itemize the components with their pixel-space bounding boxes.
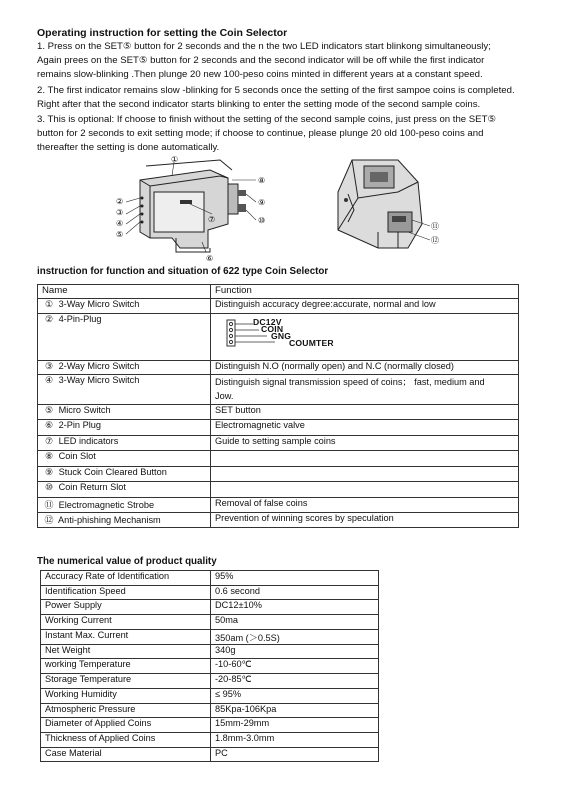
header-function: Function — [211, 285, 519, 299]
item-function — [211, 451, 519, 467]
instruction-step-1 — [37, 40, 537, 82]
function-section-title: instruction for function and situation of 622 type Coin Selector — [37, 266, 329, 277]
item-number: ⑥ — [44, 420, 54, 430]
quality-value: 85Kpa-106Kpa — [211, 703, 379, 718]
table-row — [38, 482, 519, 498]
quality-name: Instant Max. Current — [41, 629, 211, 644]
instruction-line: Again prees on the SET⑤ button for 2 seconds and the second indicator will be off while the first indicator — [37, 55, 485, 66]
callout-6: ⑥ — [206, 254, 214, 262]
quality-name: Identification Speed — [41, 585, 211, 600]
item-function: Guide to setting sample coins — [211, 436, 519, 451]
quality-value: ≤ 95% — [211, 688, 379, 703]
quality-name: Diameter of Applied Coins — [41, 718, 211, 733]
table-header-row — [38, 285, 519, 299]
item-number: ③ — [44, 361, 54, 371]
quality-value: PC — [211, 747, 379, 762]
callout-5: ⑤ — [116, 230, 124, 239]
quality-row — [41, 615, 379, 630]
item-function: Distinguish N.O (normally open) and N.C (normally closed) — [211, 361, 519, 375]
quality-name: Net Weight — [41, 644, 211, 659]
item-number: ⑨ — [44, 467, 54, 477]
item-name: 3-Way Micro Switch — [58, 375, 140, 385]
item-function: Prevention of winning scores by speculation — [211, 513, 519, 528]
item-number: ① — [44, 299, 54, 309]
callout-11: ⑪ — [431, 222, 439, 231]
callout-3: ③ — [116, 208, 124, 217]
item-number: ⑦ — [44, 436, 54, 446]
table-row — [38, 498, 519, 513]
pin-label-dc12v: DC12V — [253, 317, 282, 327]
item-name: Electromagnetic Strobe — [58, 500, 155, 510]
quality-row — [41, 674, 379, 689]
item-name: Anti-phishing Mechanism — [58, 515, 161, 525]
coin-selector-rear-drawing — [318, 152, 458, 262]
instruction-line: remains slow-blinking .Then plunge 20 new 100-peso coins minted in different years at a constant speed. — [37, 69, 483, 80]
quality-row — [41, 644, 379, 659]
quality-name: Storage Temperature — [41, 674, 211, 689]
coin-selector-rear-figure — [318, 152, 458, 262]
table-row — [38, 467, 519, 482]
item-function: Electromagnetic valve — [211, 420, 519, 436]
quality-name: Accuracy Rate of Identification — [41, 571, 211, 586]
pin-label-gng: GNG — [271, 331, 292, 341]
pin-label-coumter: COUMTER — [289, 338, 334, 348]
callout-4: ④ — [116, 219, 124, 228]
quality-row — [41, 585, 379, 600]
quality-value: 340g — [211, 644, 379, 659]
coin-selector-front-figure — [110, 152, 280, 262]
quality-row — [41, 600, 379, 615]
quality-section-title: The numerical value of product quality — [37, 556, 217, 567]
item-name: Stuck Coin Cleared Button — [58, 467, 167, 477]
table-row — [38, 405, 519, 420]
quality-value: DC12±10% — [211, 600, 379, 615]
quality-row — [41, 732, 379, 747]
quality-row — [41, 688, 379, 703]
quality-value: 0.6 second — [211, 585, 379, 600]
instruction-line: thereafter the setting is done automatically. — [37, 142, 220, 153]
instruction-step-3 — [37, 113, 537, 155]
item-name: Coin Return Slot — [58, 482, 126, 492]
quality-name: Working Humidity — [41, 688, 211, 703]
quality-name: Thickness of Applied Coins — [41, 732, 211, 747]
table-row — [38, 361, 519, 375]
coin-selector-front-drawing — [110, 152, 280, 262]
instruction-line: 2. The first indicator remains slow -blinking for 5 seconds once the setting of the first sampoe coins is completed. — [37, 85, 515, 96]
callout-2: ② — [116, 197, 124, 206]
item-name: Micro Switch — [58, 405, 111, 415]
page-title: Operating instruction for setting the Coin Selector — [37, 27, 288, 39]
table-row — [38, 513, 519, 528]
item-function: Distinguish accuracy degree:accurate, normal and low — [211, 299, 519, 314]
item-name: 2-Way Micro Switch — [58, 361, 140, 371]
item-number: ⑩ — [44, 482, 54, 492]
quality-value: 1.8mm-3.0mm — [211, 732, 379, 747]
instruction-line: Right after that the second indicator starts blinking to enter the setting mode of the second sample coins. — [37, 99, 481, 110]
item-number: ⑪ — [44, 500, 54, 510]
item-function: SET button — [211, 405, 519, 420]
quality-row — [41, 703, 379, 718]
table-row — [38, 436, 519, 451]
quality-name: Power Supply — [41, 600, 211, 615]
quality-row — [41, 747, 379, 762]
item-number: ⑤ — [44, 405, 54, 415]
item-name: LED indicators — [58, 436, 119, 446]
item-function: Removal of false coins — [211, 498, 519, 513]
quality-value: 95% — [211, 571, 379, 586]
quality-name: Working Current — [41, 615, 211, 630]
callout-12: ⑫ — [431, 236, 439, 245]
quality-row — [41, 571, 379, 586]
table-row — [38, 451, 519, 467]
callout-1: ① — [171, 155, 179, 164]
item-function: Distinguish signal transmission speed of coins； fast, medium and Jow. — [211, 375, 519, 405]
quality-value: 15mm-29mm — [211, 718, 379, 733]
quality-row — [41, 718, 379, 733]
quality-row — [41, 629, 379, 644]
item-number: ② — [44, 314, 54, 324]
header-name: Name — [38, 285, 211, 299]
callout-9: ⑨ — [258, 198, 266, 207]
four-pin-plug-diagram — [215, 314, 518, 348]
item-name: 4-Pin-Plug — [58, 314, 102, 324]
item-name: Coin Slot — [58, 451, 96, 461]
instruction-line: button for 2 seconds to exit setting mode; if choose to continue, please plunge 20 old 100-peso coins and — [37, 128, 484, 139]
quality-table — [40, 570, 379, 762]
instruction-line: 3. This is optional: If choose to finish without the setting of the second sample coins, just press on the SET⑤ — [37, 114, 497, 125]
quality-name: Case Material — [41, 747, 211, 762]
item-name: 3-Way Micro Switch — [58, 299, 140, 309]
callout-10: ⑩ — [258, 216, 266, 225]
callout-8: ⑧ — [258, 176, 266, 185]
item-function — [211, 314, 519, 361]
item-name: 2-Pin Plug — [58, 420, 101, 430]
instruction-step-2 — [37, 84, 537, 112]
quality-value: -10-60℃ — [211, 659, 379, 674]
item-number: ⑫ — [44, 515, 54, 525]
function-table — [37, 284, 519, 528]
quality-value: 50ma — [211, 615, 379, 630]
item-number: ④ — [44, 375, 54, 385]
quality-value: -20-85℃ — [211, 674, 379, 689]
table-row — [38, 314, 519, 361]
table-row — [38, 420, 519, 436]
table-row — [38, 299, 519, 314]
table-row — [38, 375, 519, 405]
quality-row — [41, 659, 379, 674]
item-function — [211, 482, 519, 498]
quality-name: Atmospheric Pressure — [41, 703, 211, 718]
instruction-line: 1. Press on the SET⑤ button for 2 seconds and the n the two LED indicators start blinkong simultaneously; — [37, 41, 491, 52]
pin-label-coin: COIN — [261, 324, 284, 334]
callout-7: ⑦ — [208, 215, 216, 224]
quality-name: working Temperature — [41, 659, 211, 674]
item-number: ⑧ — [44, 451, 54, 461]
item-function — [211, 467, 519, 482]
quality-value: 350am (＞0.5S) — [211, 629, 379, 644]
